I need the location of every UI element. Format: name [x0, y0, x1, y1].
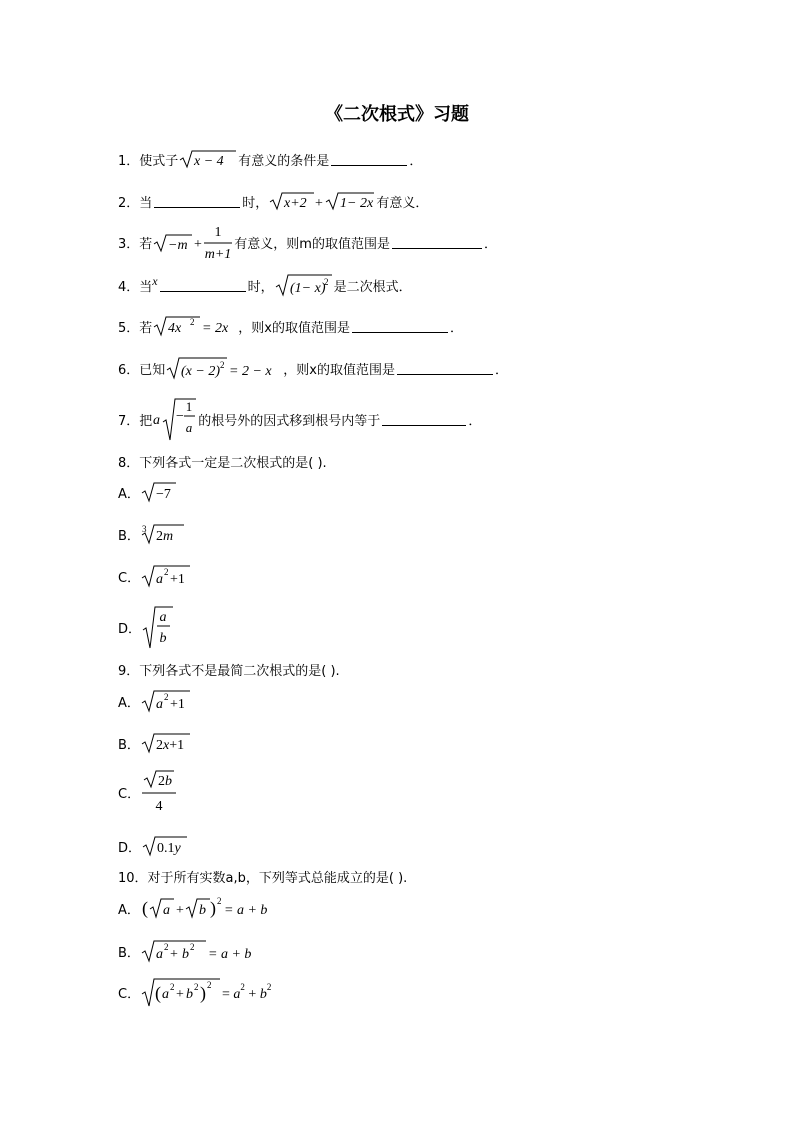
fraction-denominator: m+1 [205, 247, 232, 262]
option-9c[interactable] [118, 768, 180, 816]
svg-text:b: b [186, 987, 194, 1002]
exponent: 2 [220, 360, 225, 370]
option-label: C． [118, 986, 141, 1002]
option-8c[interactable] [118, 563, 194, 589]
punctuation: ． [409, 153, 423, 169]
answer-blank[interactable] [382, 413, 466, 426]
question-text: 若 [139, 236, 153, 252]
question-number: 4． [118, 279, 140, 295]
svg-text:2: 2 [170, 982, 175, 992]
radicand-tail: +1 [169, 697, 185, 712]
radicand: 4x [168, 321, 182, 336]
question-text: 有意义，则m的取值范围是 [234, 236, 390, 252]
question-text: 时， [242, 195, 269, 211]
svg-text:+: + [169, 947, 178, 962]
radicand: (x − 2) [181, 364, 221, 379]
coefficient-a: a [153, 413, 161, 428]
svg-text:2: 2 [163, 942, 169, 952]
radicand: −7 [155, 487, 171, 502]
answer-blank[interactable] [160, 279, 246, 292]
sqrt-expression [141, 834, 191, 858]
option-label: C． [118, 786, 141, 802]
fraction-denominator: b [159, 631, 167, 646]
option-10a[interactable] [118, 894, 270, 922]
svg-text:a: a [162, 903, 170, 918]
radicand: 2x+1 [155, 738, 185, 753]
question-text: 10．对于所有实数a,b，下列等式总能成立的是( ). [118, 871, 408, 886]
radicand: 2m [155, 529, 174, 544]
radicand: (1− x) [289, 281, 326, 296]
option-8a[interactable] [118, 480, 180, 504]
right-hand-side: = a + b [223, 903, 268, 918]
fraction-denominator: 4 [155, 799, 163, 814]
right-hand-side: = $a^2 + b^2$ [222, 982, 272, 1002]
option-label: A． [118, 695, 140, 711]
exponent: 2 [163, 692, 169, 702]
radicand: 2b [158, 774, 173, 789]
answer-blank[interactable] [352, 320, 448, 333]
fraction-numerator: 1 [186, 399, 193, 414]
radicand: 1− 2x [340, 196, 374, 211]
paren-close: ) [209, 898, 216, 918]
svg-text:a: a [155, 947, 163, 962]
page-title: 《二次根式》习题 [325, 104, 469, 125]
sqrt-squared-expression [274, 272, 334, 298]
answer-blank[interactable] [392, 236, 482, 249]
exponent: 2 [323, 277, 329, 287]
punctuation: ． [483, 236, 497, 252]
option-label: D． [118, 621, 142, 637]
option-label: A． [118, 486, 140, 502]
option-label: A． [118, 902, 140, 918]
radicand-tail: +1 [170, 572, 185, 587]
question-text: 8．下列各式一定是二次根式的是( ). [118, 456, 327, 471]
svg-text:+: + [175, 903, 184, 918]
question-text: 是二次根式． [333, 279, 412, 295]
question-text: 时， [247, 279, 274, 295]
question-text: 有意义的条件是 [238, 153, 330, 169]
cube-root-expression [140, 522, 186, 546]
question-number: 6． [118, 362, 140, 378]
plus-sign: + [315, 196, 324, 211]
question-text: ，则x的取值范围是 [283, 362, 395, 378]
radicand: x+2 [284, 196, 307, 211]
sqrt-equation [152, 314, 238, 338]
equation [140, 894, 270, 922]
question-text: 已知 [139, 362, 166, 378]
question-3 [118, 222, 497, 262]
question-text: 有意义． [376, 195, 429, 211]
question-text: 9．下列各式不是最简二次根式的是( ). [118, 664, 340, 679]
equation [140, 938, 260, 964]
answer-blank[interactable] [154, 195, 240, 208]
question-text: 把 [139, 413, 153, 429]
option-9d[interactable] [118, 834, 191, 858]
right-hand-side: = a + b [207, 947, 252, 962]
svg-text:2: 2 [207, 980, 212, 990]
radicand: a [155, 697, 163, 712]
punctuation: ． [495, 362, 509, 378]
question-2 [118, 190, 428, 212]
sqrt-expression [178, 148, 238, 170]
question-number: 1． [118, 153, 140, 169]
option-8d[interactable] [118, 604, 177, 650]
option-label: B． [118, 528, 140, 544]
question-number: 2． [118, 195, 140, 211]
question-7 [118, 396, 481, 442]
sqrt-expression [140, 480, 180, 504]
question-9-stem [118, 660, 340, 679]
equation [140, 976, 290, 1008]
question-10-stem [118, 867, 407, 886]
minus-sign: − [176, 409, 185, 424]
option-label: B． [118, 737, 140, 753]
radicand: −m [168, 238, 188, 253]
answer-blank[interactable] [397, 362, 493, 375]
svg-text:2: 2 [189, 942, 195, 952]
punctuation: ． [450, 320, 464, 336]
svg-text:a: a [162, 987, 170, 1002]
radicand: x − 4 [194, 154, 224, 169]
exponent: 2 [190, 317, 195, 327]
plus-sign: + [194, 237, 203, 252]
question-text: 的根号外的因式移到根号内等于 [198, 413, 381, 429]
root-index: 3 [141, 524, 147, 534]
coefficient-times-sqrt [152, 396, 198, 442]
question-text: 使式子 [139, 153, 179, 169]
right-hand-side: = 2 − x [229, 364, 272, 379]
punctuation: ． [468, 413, 482, 429]
radicand: 0.1y [157, 841, 181, 856]
question-text: 当 [139, 195, 153, 211]
right-hand-side: = 2x [202, 321, 229, 336]
option-label: D． [118, 840, 142, 856]
sqrt-expression [140, 731, 194, 755]
question-5 [118, 314, 463, 338]
svg-text:+: + [176, 987, 184, 1002]
option-label: B． [118, 945, 140, 961]
exponent: 2 [216, 896, 222, 906]
option-8b[interactable] [118, 522, 186, 546]
variable-x: x [152, 273, 158, 288]
svg-text:b: b [198, 903, 206, 918]
fraction-denominator: a [186, 420, 193, 435]
sqrt-plus-fraction [152, 222, 234, 262]
sqrt-expression [140, 688, 194, 714]
option-10b[interactable] [118, 938, 260, 964]
answer-blank[interactable] [331, 153, 407, 166]
question-text: 若 [139, 320, 153, 336]
fraction-with-sqrt [140, 768, 180, 816]
sqrt-fraction [141, 604, 177, 650]
question-number: 5． [118, 320, 140, 336]
question-6 [118, 355, 508, 381]
fraction-numerator: 1 [214, 225, 222, 240]
option-9b[interactable] [118, 731, 194, 755]
question-text: ，则x的取值范围是 [238, 320, 350, 336]
option-9a[interactable] [118, 688, 194, 714]
paren-open: ( [141, 898, 148, 918]
question-1 [118, 148, 422, 170]
exponent: 2 [164, 567, 169, 577]
sqrt-equation [165, 355, 283, 381]
option-label: C． [118, 570, 141, 586]
svg-text:): ) [200, 983, 207, 1003]
svg-text:(: ( [155, 983, 162, 1003]
question-number: 3． [118, 236, 140, 252]
option-10c[interactable] [118, 976, 290, 1008]
question-number: 7． [118, 413, 140, 429]
fraction-numerator: a [159, 610, 167, 625]
question-4 [118, 272, 412, 298]
radicand: a [156, 572, 164, 587]
sqrt-expression [140, 563, 194, 589]
svg-text:b: b [181, 947, 189, 962]
question-text: 当 [139, 279, 153, 295]
sqrt-sum-expression [268, 190, 376, 212]
svg-text:2: 2 [194, 982, 199, 992]
question-8-stem [118, 452, 327, 471]
